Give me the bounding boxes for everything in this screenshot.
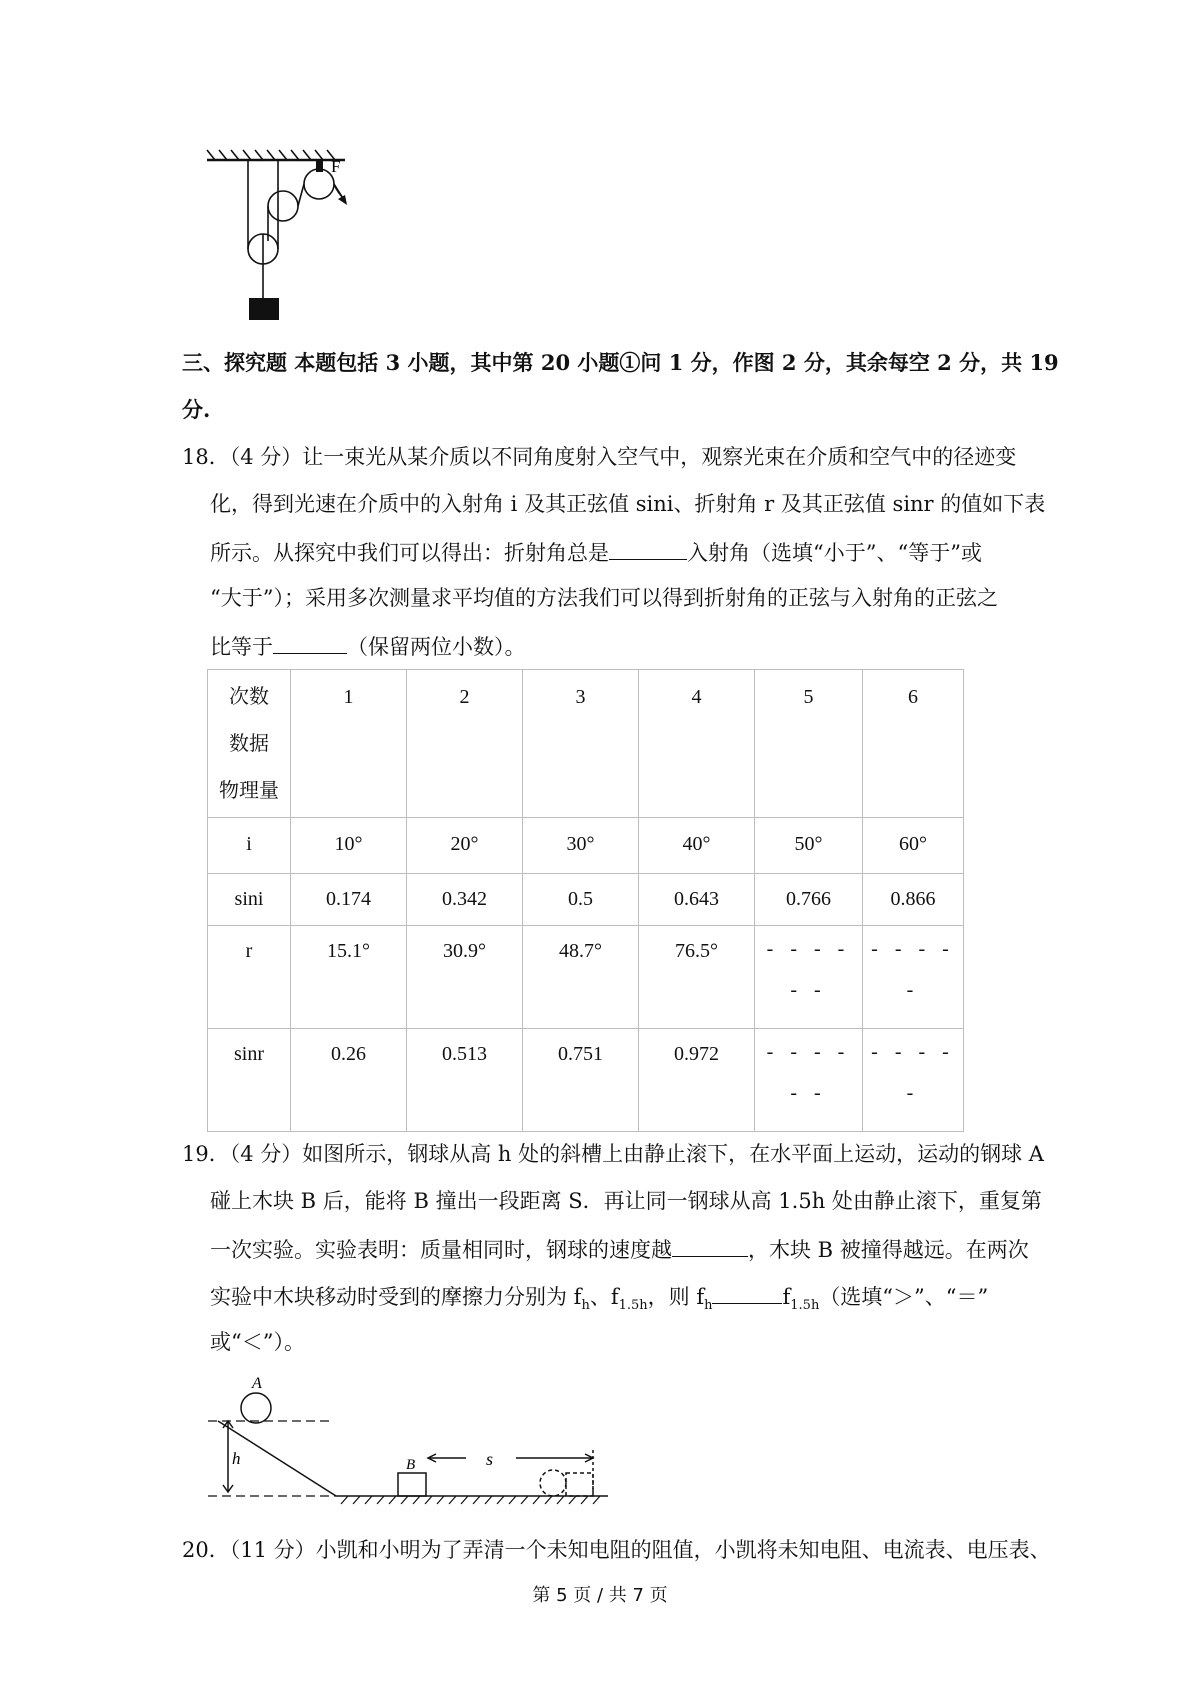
row-label-i: i [208,818,291,874]
force-label-F: F [331,157,341,176]
column-header-3: 3 [523,670,639,818]
cell-r-3: 48.7° [523,926,639,1029]
q19-line3-text-b: ，木块 B 被撞得越远。在两次 [748,1238,1029,1262]
cell-sinr-6 [863,1029,964,1132]
q18-line3 [210,537,982,567]
q19-line4-text-e: （选填“＞”、“＝” [819,1285,989,1309]
cell-sinr-6-line1: - - - - [871,1041,955,1063]
cell-sinr-5-line1: - - - - [766,1041,851,1063]
row-label-sini: sini [208,874,291,926]
q19-line1: 19．（4 分）如图所示，钢球从高 h 处的斜槽上由静止滚下，在水平面上运动，运动的钢球 A [182,1142,1044,1166]
cell-i-2: 20° [407,818,523,874]
q18-line3-text-b: 入射角（选填“小于”、“等于”或 [687,541,982,565]
ramp-collision-figure [208,1372,618,1512]
pulley-figure [205,148,365,328]
cell-i-6: 60° [863,818,964,874]
q20-line1: 20．（11 分）小凯和小明为了弄清一个未知电阻的阻值，小凯将未知电阻、电流表、电压表、 [182,1538,1051,1562]
q18-line2: 化，得到光速在介质中的入射角 i 及其正弦值 sini、折射角 r 及其正弦值 sinr 的值如下表 [210,492,1046,516]
table-row-sini [208,874,964,926]
cell-sini-1: 0.174 [291,874,407,926]
table-row-sinr [208,1029,964,1132]
q19-line4-text-b: 、f [589,1285,619,1309]
cell-r-6-line2: - [906,979,920,1001]
cell-r-5-line1: - - - - [766,938,851,960]
cell-sinr-1: 0.26 [291,1029,407,1132]
q19-line2: 碰上木块 B 后，能将 B 撞出一段距离 S．再让同一钢球从高 1.5h 处由静止滚下，重复第 [210,1189,1042,1213]
subscript-h: h [581,1298,590,1314]
cell-sinr-5 [755,1029,863,1132]
cell-sinr-2: 0.513 [407,1029,523,1132]
column-header-5: 5 [755,670,863,818]
cell-r-6-line1: - - - - [871,938,955,960]
table-header-row [208,670,964,818]
label-s: s [486,1449,494,1469]
answer-blank-4[interactable] [712,1281,782,1304]
section-heading-line2: 分. [182,397,211,422]
cell-sinr-3: 0.751 [523,1029,639,1132]
row-label-r: r [208,926,291,1029]
subscript-h-2: h [704,1298,713,1314]
cell-r-4: 76.5° [639,926,755,1029]
answer-blank-1[interactable] [609,537,687,560]
section-heading-line1: 三、探究题 本题包括 3 小题，其中第 20 小题①问 1 分，作图 2 分，其余每空 2 分，共 19 [182,350,1059,375]
cell-sini-3: 0.5 [523,874,639,926]
label-h: h [232,1449,241,1468]
header-label-quantity: 物理量 [219,780,279,802]
q18-line5 [210,631,526,661]
table-row-i [208,818,964,874]
q18-line4: “大于”）；采用多次测量求平均值的方法我们可以得到折射角的正弦与入射角的正弦之 [210,586,998,610]
q19-line5: 或“＜”）。 [210,1330,305,1354]
cell-r-6 [863,926,964,1029]
q19-line4-text-a: 实验中木块移动时受到的摩擦力分别为 f [210,1285,582,1309]
cell-sini-6: 0.866 [863,874,964,926]
cell-i-4: 40° [639,818,755,874]
subscript-1-5h: 1.5h [618,1298,648,1314]
cell-i-1: 10° [291,818,407,874]
cell-r-5-line2: - - [790,979,827,1001]
q18-line3-text-a: 所示。从探究中我们可以得出：折射角总是 [210,541,609,565]
cell-sini-5: 0.766 [755,874,863,926]
cell-sinr-5-line2: - - [790,1082,827,1104]
cell-sinr-4: 0.972 [639,1029,755,1132]
page-footer: 第 5 页 / 共 7 页 [532,1585,668,1606]
q19-line3 [210,1234,1029,1264]
cell-r-5 [755,926,863,1029]
q18-line5-text-a: 比等于 [210,635,273,659]
q19-line4-text-d: f [782,1285,791,1309]
q19-line3-text-a: 一次实验。实验表明：质量相同时，钢球的速度越 [210,1238,672,1262]
table-header-label-cell [208,670,291,818]
label-A: A [252,1375,262,1392]
subscript-1-5h-2: 1.5h [790,1298,820,1314]
cell-sini-4: 0.643 [639,874,755,926]
cell-sini-2: 0.342 [407,874,523,926]
answer-blank-3[interactable] [672,1234,748,1257]
cell-r-1: 15.1° [291,926,407,1029]
cell-i-5: 50° [755,818,863,874]
column-header-1: 1 [291,670,407,818]
column-header-4: 4 [639,670,755,818]
row-label-sinr: sinr [208,1029,291,1132]
q19-line4 [210,1281,988,1320]
answer-blank-2[interactable] [273,631,347,654]
q19-line4-text-c: ，则 f [647,1285,705,1309]
column-header-2: 2 [407,670,523,818]
header-label-data: 数据 [229,733,269,755]
label-B: B [406,1457,416,1473]
refraction-data-table [207,669,964,1132]
table-row-r [208,926,964,1029]
cell-sinr-6-line2: - [906,1082,920,1104]
column-header-6: 6 [863,670,964,818]
q18-line5-text-b: （保留两位小数）。 [347,635,526,659]
cell-r-2: 30.9° [407,926,523,1029]
q18-line1: 18．（4 分）让一束光从某介质以不同角度射入空气中，观察光束在介质和空气中的径迹变 [182,445,1017,469]
header-label-times: 次数 [229,686,269,708]
cell-i-3: 30° [523,818,639,874]
